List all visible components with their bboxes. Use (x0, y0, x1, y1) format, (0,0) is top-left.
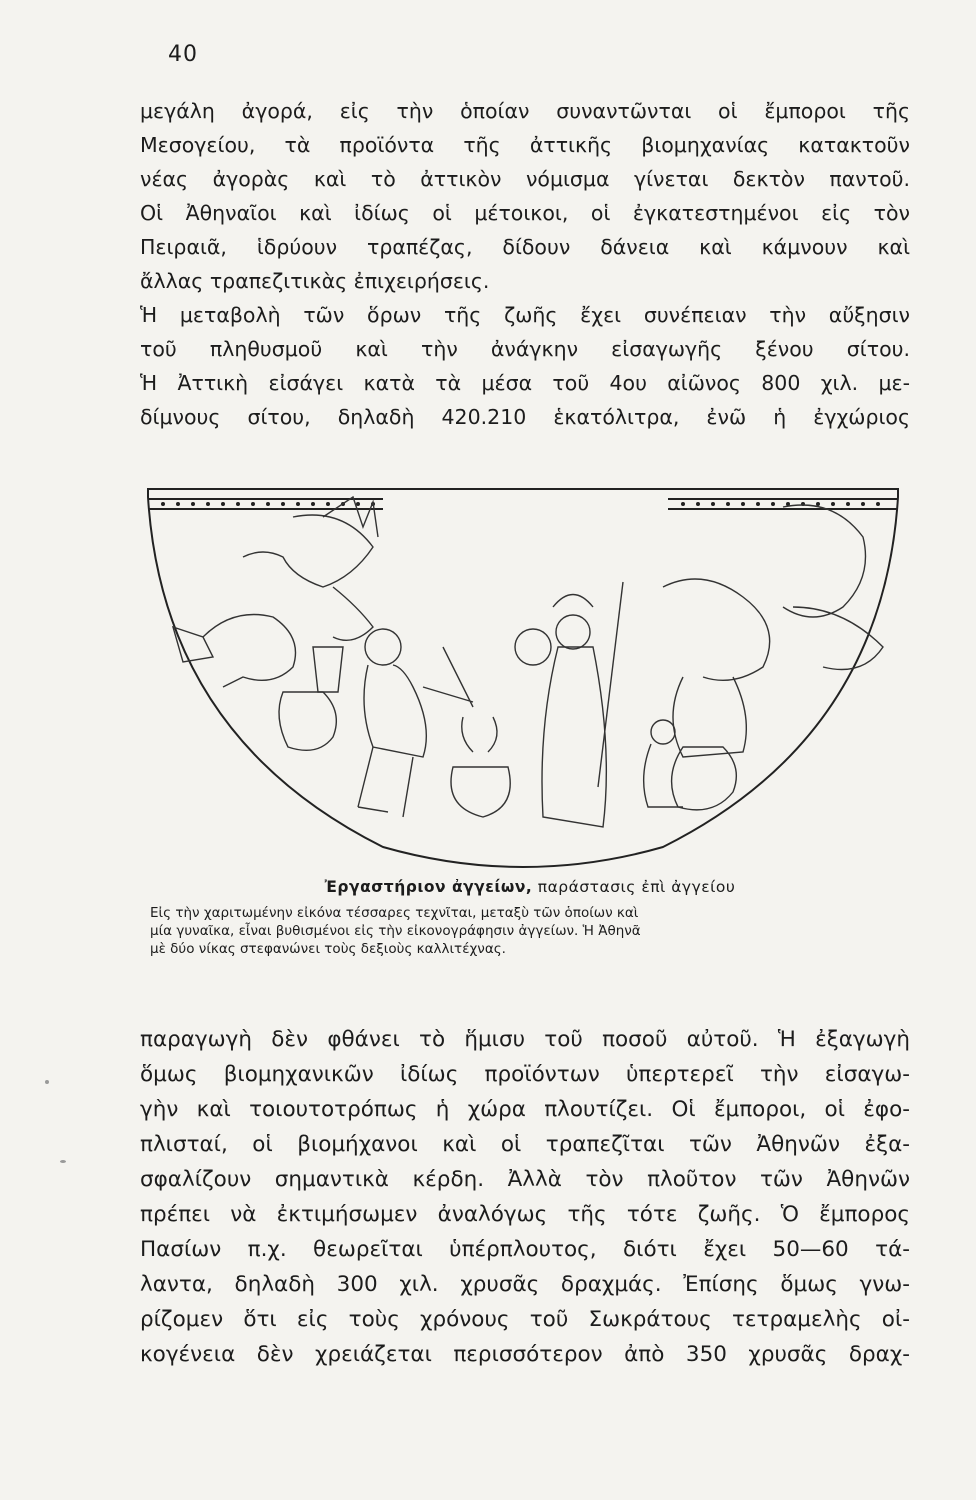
text-line: γὴν καὶ τοιουτοτρόπως ἡ χώρα πλουτίζει. Οἱ ἔμποροι, οἱ ἐφο- (140, 1097, 910, 1122)
text-line: ἄλλας τραπεζιτικὰς ἐπιχειρήσεις. (140, 269, 490, 293)
bottom-paragraphs (140, 1022, 910, 1372)
text-line: μεγάλη ἀγορά, εἰς τὴν ὁποίαν συναντῶνται οἱ ἔμποροι τῆς (140, 99, 910, 123)
text-line: σφαλίζουν σημαντικὰ κέρδη. Ἀλλὰ τὸν πλοῦτον τῶν Ἀθηνῶν (140, 1167, 910, 1192)
text-line: Οἱ Ἀθηναῖοι καὶ ἰδίως οἱ μέτοικοι, οἱ ἐγκατεστημένοι εἰς τὸν (140, 201, 910, 225)
text-line: ὅμως βιομηχανικῶν ἰδίως προϊόντων ὑπερτερεῖ τὴν εἰσαγω- (140, 1062, 910, 1087)
text-line: ρίζομεν ὅτι εἰς τοὺς χρόνους τοῦ Σωκράτους τετραμελὴς οἰ- (140, 1307, 910, 1332)
caption-title-bold: Ἐργαστήριον ἀγγείων, (324, 878, 533, 896)
caption-line: Εἰς τὴν χαριτωμένην εἰκόνα τέσσαρες τεχνῖται, μεταξὺ τῶν ὁποίων καὶ (150, 905, 639, 921)
text-line: λαντα, δηλαδὴ 300 χιλ. χρυσᾶς δραχμάς. Ἐπίσης ὅμως γνω- (140, 1272, 910, 1297)
caption-line: μία γυναῖκα, εἶναι βυθισμένοι εἰς τὴν εἰκονογράφησιν ἀγγείων. Ἡ Ἀθηνᾶ (150, 923, 641, 939)
text-line: νέας ἀγορὰς καὶ τὸ ἀττικὸν νόμισμα γίνεται δεκτὸν παντοῦ. (140, 167, 910, 191)
caption-title-rest: παράστασις ἐπὶ ἀγγείου (537, 878, 736, 896)
text-line: δίμνους σίτου, δηλαδὴ 420.210 ἑκατόλιτρα, ἐνῶ ἡ ἐγχώριος (140, 405, 910, 429)
paper-speck (45, 1080, 49, 1084)
text-line: κογένεια δὲν χρειάζεται περισσότερον ἀπὸ 350 χρυσᾶς δραχ- (140, 1342, 910, 1367)
text-line: Μεσογείου, τὰ προϊόντα τῆς ἀττικῆς βιομηχανίας κατακτοῦν (140, 133, 910, 157)
figure-caption (150, 878, 910, 958)
text-line: Πειραιᾶ, ἱδρύουν τραπέζας, δίδουν δάνεια καὶ κάμνουν καὶ (140, 235, 910, 259)
text-line: πρέπει νὰ ἐκτιμήσωμεν ἀναλόγως τῆς τότε ζωῆς. Ὁ ἔμπορος (140, 1202, 910, 1227)
text-line: πλισταί, οἱ βιομήχανοι καὶ οἱ τραπεζῖται τῶν Ἀθηνῶν ἐξα- (140, 1132, 910, 1157)
text-line: Ἡ μεταβολὴ τῶν ὅρων τῆς ζωῆς ἔχει συνέπειαν τὴν αὔξησιν (140, 303, 910, 327)
text-line: Ἡ Ἀττικὴ εἰσάγει κατὰ τὰ μέσα τοῦ 4ου αἰῶνος 800 χιλ. με- (140, 371, 910, 395)
caption-title (150, 878, 910, 896)
page-number: 40 (168, 42, 198, 67)
vase-illustration (143, 487, 903, 872)
top-paragraphs (140, 94, 910, 434)
caption-line: μὲ δύο νίκας στεφανώνει τοὺς δεξιοὺς καλλιτέχνας. (150, 941, 506, 957)
text-line: τοῦ πληθυσμοῦ καὶ τὴν ἀνάγκην εἰσαγωγῆς ξένου σίτου. (140, 337, 910, 361)
text-line: παραγωγὴ δὲν φθάνει τὸ ἥμισυ τοῦ ποσοῦ αὐτοῦ. Ἡ ἐξαγωγὴ (140, 1027, 910, 1052)
text-line: Πασίων π.χ. θεωρεῖται ὑπέρπλουτος, διότι ἔχει 50—60 τά- (140, 1237, 910, 1262)
paper-speck (60, 1160, 66, 1163)
